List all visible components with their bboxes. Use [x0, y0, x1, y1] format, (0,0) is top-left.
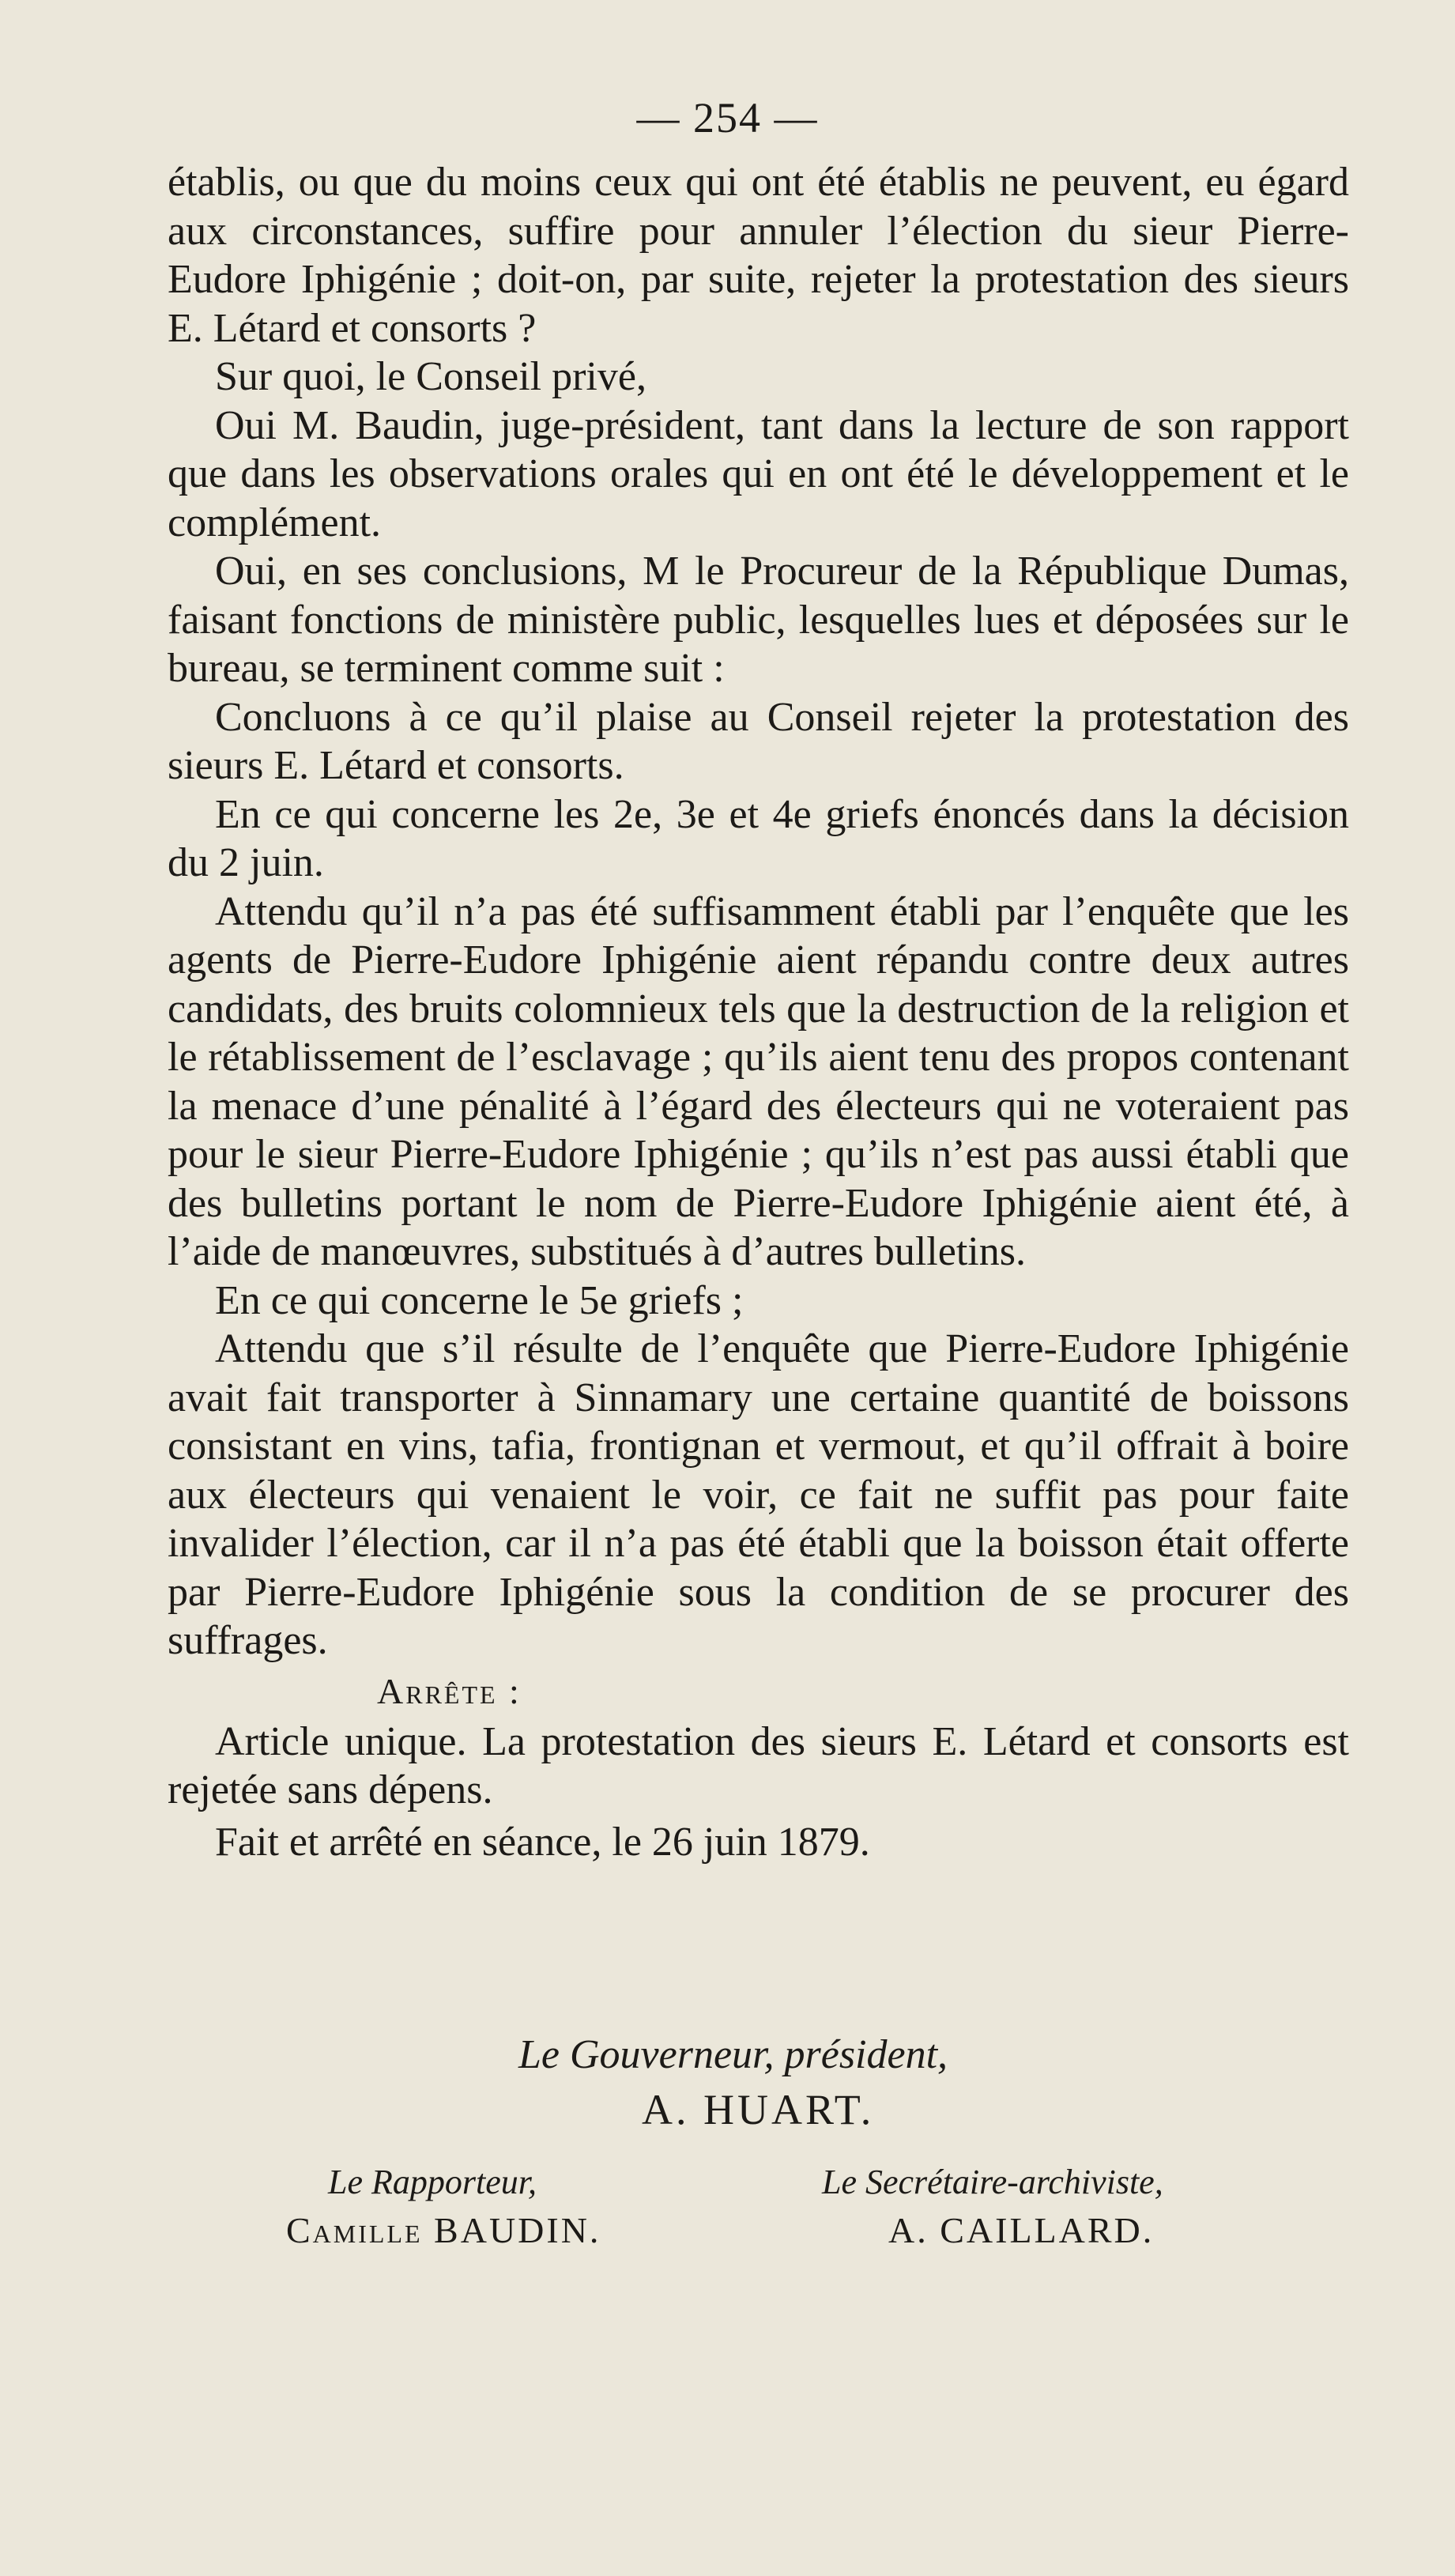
paragraph-oui-baudin: Oui M. Baudin, juge-président, tant dans la lecture de son rapport que dans les observations orales qui en ont été le développement et le complément. [168, 402, 1349, 545]
secretary-title: Le Secrétaire-archiviste, [822, 2163, 1163, 2201]
paragraph-attendu-2: Attendu que s’il résulte de l’enquête que Pierre-Eudore Iphigénie avait fait transporter à Sinnamary une certaine quantité de boissons consistant en vins, tafia, frontignan et vermout, et qu’il offrait à boire aux électeurs qui venaient le voir, ce fait ne suffit pas pour faite invalider l’élection, car il n’a pas été établi que la boisson était offerte par Pierre-Eudore Iphigénie sous la condition de se procurer des suffrages. [168, 1326, 1349, 1663]
paragraph-grief-5: En ce qui concerne le 5e griefs ; [215, 1277, 744, 1323]
paragraph-oui-conclusions: Oui, en ses conclusions, M le Procureur de la République Dumas, faisant fonctions de ministère public, lesquelles lues et déposées sur le bureau, se terminent comme suit : [168, 549, 1349, 691]
paragraph-griefs-2-3-4: En ce qui concerne les 2e, 3e et 4e griefs énoncés dans la décision du 2 juin. [168, 791, 1349, 885]
paragraph-concluons: Concluons à ce qu’il plaise au Conseil rejeter la protestation des sieurs E. Létard et consorts. [168, 694, 1349, 788]
governor-name: A. HUART. [642, 2086, 875, 2133]
page-body [168, 158, 1349, 1866]
paragraph-article-unique: Article unique. La protestation des sieurs E. Létard et consorts est rejetée sans dépens. [168, 1718, 1349, 1812]
rapporteur-title: Le Rapporteur, [328, 2163, 537, 2201]
paragraph-fait-arrete: Fait et arrêté en séance, le 26 juin 1879. [215, 1819, 870, 1865]
arrete-heading: Arrête : [377, 1670, 522, 1711]
governor-title: Le Gouverneur, président, [518, 2032, 948, 2077]
secretary-name: A. CAILLARD. [888, 2210, 1155, 2250]
paragraph-continuation: établis, ou que du moins ceux qui ont été établis ne peuvent, eu égard aux circonstances, suffire pour annuler l’élection du sieur Pierre-Eudore Iphigénie ; doit-on, par suite, rejeter la protestation des sieurs E. Létard et consorts ? [168, 160, 1349, 351]
paragraph-sur-quoi: Sur quoi, le Conseil privé, [215, 354, 646, 399]
rapporteur-name: Camille BAUDIN. [286, 2210, 601, 2250]
paragraph-attendu-1: Attendu qu’il n’a pas été suffisamment établi par l’enquête que les agents de Pierre-Eudore Iphigénie aient répandu contre deux autres candidats, des bruits colomnieux tels que la destruction de la religion et le rétablissement de l’esclavage ; qu’ils aient tenu des propos contenant la menace d’une pénalité à l’égard des électeurs qui ne voteraient pas pour le sieur Pierre-Eudore Iphigénie ; qu’ils n’est pas aussi établi que des bulletins portant le nom de Pierre-Eudore Iphigénie aient été, à l’aide de manœuvres, substitués à d’autres bulletins. [168, 888, 1349, 1274]
page-number: — 254 — [636, 94, 819, 141]
